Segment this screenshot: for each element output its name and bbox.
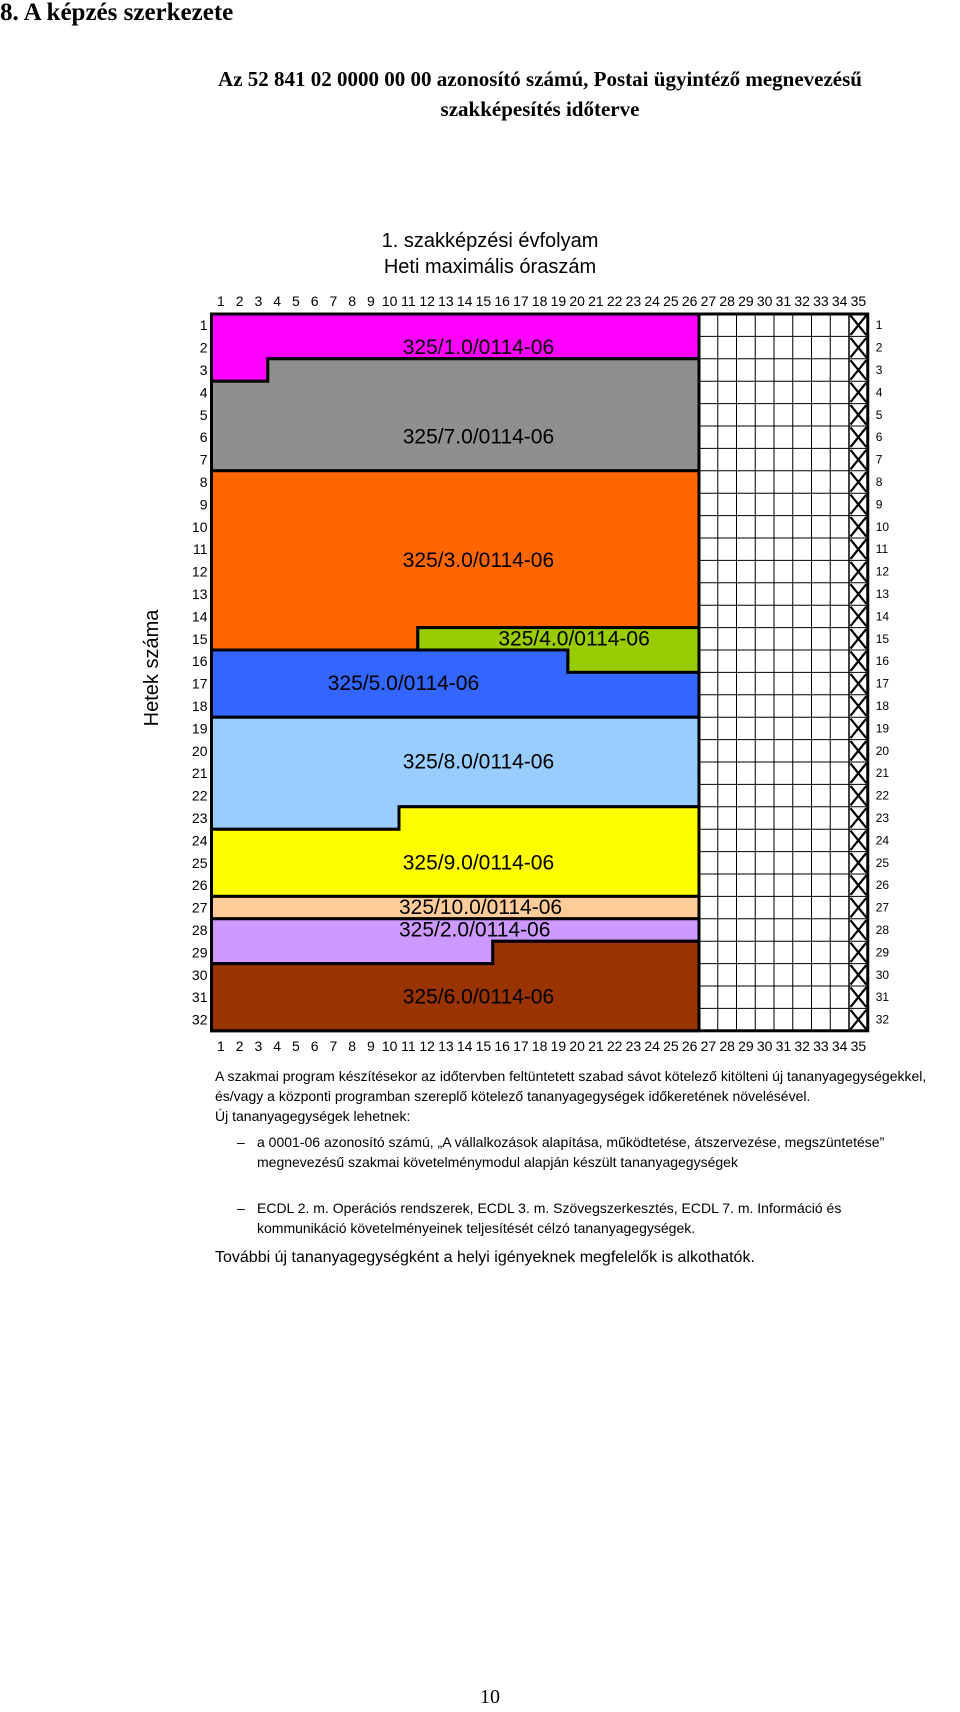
module-label: 325/8.0/0114-06 [402,750,555,774]
week-tick-label-right: 26 [875,878,890,893]
week-tick-label-left: 11 [192,541,208,558]
hour-tick-label-bottom: 4 [273,1037,282,1054]
hour-tick-label-bottom: 21 [588,1037,604,1054]
hour-tick-label-top: 7 [329,293,338,309]
week-tick-label-left: 20 [191,742,208,759]
chart-title: 1. szakképzési évfolyam [381,230,599,252]
hour-tick-label-top: 19 [550,293,567,309]
hour-tick-label-bottom: 31 [775,1037,792,1054]
hour-tick-label-top: 30 [756,293,773,309]
week-tick-label-left: 21 [191,765,208,782]
week-tick-label-left: 18 [191,698,208,714]
week-tick-label-left: 1 [199,317,208,334]
hour-tick-label-bottom: 34 [831,1037,848,1054]
week-tick-label-right: 32 [875,1012,890,1027]
week-tick-label-left: 23 [191,810,208,826]
hour-tick-label-bottom: 13 [438,1037,454,1054]
week-tick-label-left: 7 [199,451,208,468]
module-label: 325/6.0/0114-06 [402,985,555,1009]
week-tick-label-left: 10 [191,518,208,535]
hour-tick-label-bottom: 32 [794,1037,810,1054]
week-tick-label-right: 30 [875,967,890,982]
week-tick-label-right: 23 [875,811,890,825]
document-title-line1: Az 52 841 02 0000 00 00 azonosító számú, Postai ügyintéző megnevezésű [218,67,862,91]
page-number: 10 [480,1686,500,1708]
week-tick-label-left: 29 [191,944,208,961]
notes-bullet-2 [215,1198,927,1238]
hour-tick-label-top: 26 [681,293,698,309]
hour-tick-label-top: 16 [494,293,510,309]
hour-tick-label-top: 10 [381,293,398,309]
hour-tick-label-bottom: 30 [756,1037,773,1054]
hour-tick-label-bottom: 23 [625,1037,642,1054]
week-tick-label-left: 28 [191,922,208,938]
hour-tick-label-bottom: 10 [381,1037,398,1054]
week-tick-label-left: 9 [199,496,208,513]
notes-intro: A szakmai program készítésekor az időtervben feltüntetett szabad sávot kötelező kitölteni új tananyagegységekkel, és/vagy a központi programban szereplő kötelező tananyagegységek időkeretének növelésével. [215,1068,927,1104]
notes-final: További új tananyagegységként a helyi igényeknek megfelelők is alkothatók. [215,1249,755,1266]
hour-tick-label-top: 25 [663,293,679,309]
hour-tick-label-top: 23 [625,293,642,309]
hour-tick-label-top: 22 [606,293,623,309]
hour-tick-label-bottom: 35 [850,1037,867,1054]
notes-section [215,1066,927,1268]
document-title-line2: szakképesítés időterve [440,97,640,121]
week-tick-label-right: 16 [875,654,890,669]
week-tick-label-right: 5 [875,407,883,422]
dash-marker: – [237,1200,245,1216]
week-tick-label-right: 22 [875,788,890,803]
week-tick-label-left: 25 [191,854,208,871]
hour-tick-label-top: 2 [235,293,244,309]
hour-tick-label-bottom: 29 [738,1037,754,1054]
module-block [212,359,700,471]
hour-tick-label-top: 24 [644,293,660,309]
hour-tick-label-top: 28 [719,293,735,309]
hour-tick-label-top: 20 [569,293,585,309]
hour-tick-label-top: 8 [348,293,357,309]
hour-tick-label-top: 17 [513,293,529,309]
hour-tick-label-bottom: 12 [419,1037,435,1054]
hour-tick-label-top: 14 [456,293,473,309]
hour-tick-label-bottom: 18 [531,1037,548,1054]
hour-tick-label-top: 3 [254,293,263,309]
hour-tick-label-bottom: 9 [366,1037,375,1054]
week-tick-label-left: 19 [191,720,208,737]
week-tick-label-left: 8 [199,474,208,490]
week-tick-label-right: 28 [875,923,890,937]
hour-tick-label-bottom: 1 [216,1037,225,1054]
hour-tick-label-bottom: 11 [401,1037,416,1054]
week-tick-label-left: 4 [199,384,208,401]
hour-tick-label-top: 4 [273,293,282,309]
hour-tick-label-bottom: 6 [310,1037,319,1054]
week-tick-label-left: 32 [191,1011,208,1028]
hour-tick-label-bottom: 25 [663,1037,679,1054]
hour-tick-label-top: 35 [850,293,867,309]
hour-tick-label-bottom: 27 [700,1037,717,1054]
y-axis-label: Hetek száma [141,609,163,727]
hour-tick-label-bottom: 24 [644,1037,660,1054]
notes-bullet-1-text: a 0001-06 azonosító számú, „A vállalkozások alapítása, működtetése, átszervezése, megszüntetése” megnevezésű szakmai követelménymodul alapján készült tananyagegységek [257,1134,885,1170]
module-label: 325/7.0/0114-06 [402,425,555,449]
hour-tick-label-top: 31 [775,293,792,309]
hour-tick-label-bottom: 8 [348,1037,357,1054]
week-tick-label-left: 14 [191,608,208,625]
week-tick-label-left: 6 [199,429,208,446]
week-tick-label-left: 15 [191,630,208,647]
module-label: 325/10.0/0114-06 [399,896,563,920]
module-label: 325/1.0/0114-06 [402,336,555,360]
week-tick-label-left: 2 [199,339,208,356]
notes-bullet-2-text: ECDL 2. m. Operációs rendszerek, ECDL 3. m. Szövegszerkesztés, ECDL 7. m. Információ és kommunikáció követelményeinek teljesítését célzó tananyagegységek. [257,1200,842,1236]
week-tick-label-right: 2 [875,340,883,355]
week-tick-label-right: 1 [875,318,883,333]
week-tick-label-right: 6 [875,430,883,445]
week-tick-label-left: 3 [199,362,208,378]
week-tick-label-right: 12 [875,564,890,579]
week-tick-label-right: 13 [875,587,890,601]
week-tick-label-right: 20 [875,743,890,758]
week-tick-label-right: 18 [875,699,890,713]
week-tick-label-right: 14 [875,609,890,624]
hour-tick-label-bottom: 14 [456,1037,473,1054]
hour-tick-label-bottom: 19 [550,1037,567,1054]
week-tick-label-right: 29 [875,945,890,960]
hour-tick-label-bottom: 5 [291,1037,300,1054]
week-tick-label-right: 21 [875,766,890,781]
week-tick-label-right: 17 [875,676,890,691]
week-tick-label-left: 24 [191,832,208,849]
week-tick-label-right: 31 [875,990,890,1005]
week-tick-label-left: 31 [191,989,208,1006]
hour-tick-label-bottom: 28 [719,1037,735,1054]
hour-tick-label-top: 27 [700,293,717,309]
hour-tick-label-bottom: 2 [235,1037,244,1054]
week-tick-label-right: 24 [875,833,890,848]
week-tick-label-right: 9 [875,497,883,512]
dash-marker: – [237,1134,245,1150]
notes-bullet-1 [215,1132,927,1172]
week-tick-label-right: 8 [875,475,883,489]
week-tick-label-left: 17 [191,675,208,692]
week-tick-label-left: 22 [191,787,208,804]
week-tick-label-right: 19 [875,721,890,736]
module-label: 325/5.0/0114-06 [327,672,480,696]
hour-tick-label-top: 15 [475,293,492,309]
week-tick-label-right: 3 [875,363,883,377]
week-tick-label-left: 12 [191,563,208,580]
week-tick-label-left: 16 [191,653,208,670]
hour-tick-label-top: 12 [419,293,435,309]
hour-tick-label-bottom: 3 [254,1037,263,1054]
week-tick-label-right: 27 [875,900,890,915]
week-tick-label-right: 10 [875,519,890,534]
hour-tick-label-bottom: 26 [681,1037,698,1054]
chart-subtitle: Heti maximális óraszám [383,256,597,278]
hour-tick-label-bottom: 7 [329,1037,338,1054]
module-label: 325/3.0/0114-06 [402,548,555,572]
hour-tick-label-top: 34 [831,293,848,309]
week-tick-label-left: 26 [191,877,208,894]
hour-tick-label-bottom: 22 [606,1037,623,1054]
week-tick-label-right: 25 [875,855,890,870]
hour-tick-label-top: 32 [794,293,810,309]
module-label: 325/2.0/0114-06 [399,918,551,942]
hour-tick-label-bottom: 20 [569,1037,585,1054]
hour-tick-label-bottom: 17 [513,1037,529,1054]
week-tick-label-left: 27 [191,899,208,916]
hour-tick-label-top: 5 [291,293,300,309]
week-tick-label-right: 7 [875,452,883,467]
hour-tick-label-top: 11 [401,293,416,309]
week-tick-label-right: 15 [875,631,890,646]
hour-tick-label-top: 18 [531,293,548,309]
hour-tick-label-top: 33 [813,293,829,309]
section-title: 8. A képzés szerkezete [0,0,234,26]
hour-tick-label-top: 6 [310,293,319,309]
module-label: 325/4.0/0114-06 [498,627,650,651]
hour-tick-label-top: 9 [366,293,375,309]
week-tick-label-left: 13 [191,586,208,602]
week-tick-label-right: 11 [875,542,889,557]
hour-tick-label-bottom: 15 [475,1037,492,1054]
hour-tick-label-top: 1 [216,293,225,309]
hour-tick-label-bottom: 16 [494,1037,510,1054]
hour-tick-label-top: 21 [588,293,604,309]
hour-tick-label-bottom: 33 [813,1037,829,1054]
hour-tick-label-top: 13 [438,293,454,309]
notes-list-heading: Új tananyagegységek lehetnek: [215,1108,411,1124]
week-tick-label-left: 5 [199,406,208,423]
week-tick-label-right: 4 [875,385,883,400]
hour-tick-label-top: 29 [738,293,754,309]
week-tick-label-left: 30 [191,966,208,983]
module-label: 325/9.0/0114-06 [402,851,555,875]
